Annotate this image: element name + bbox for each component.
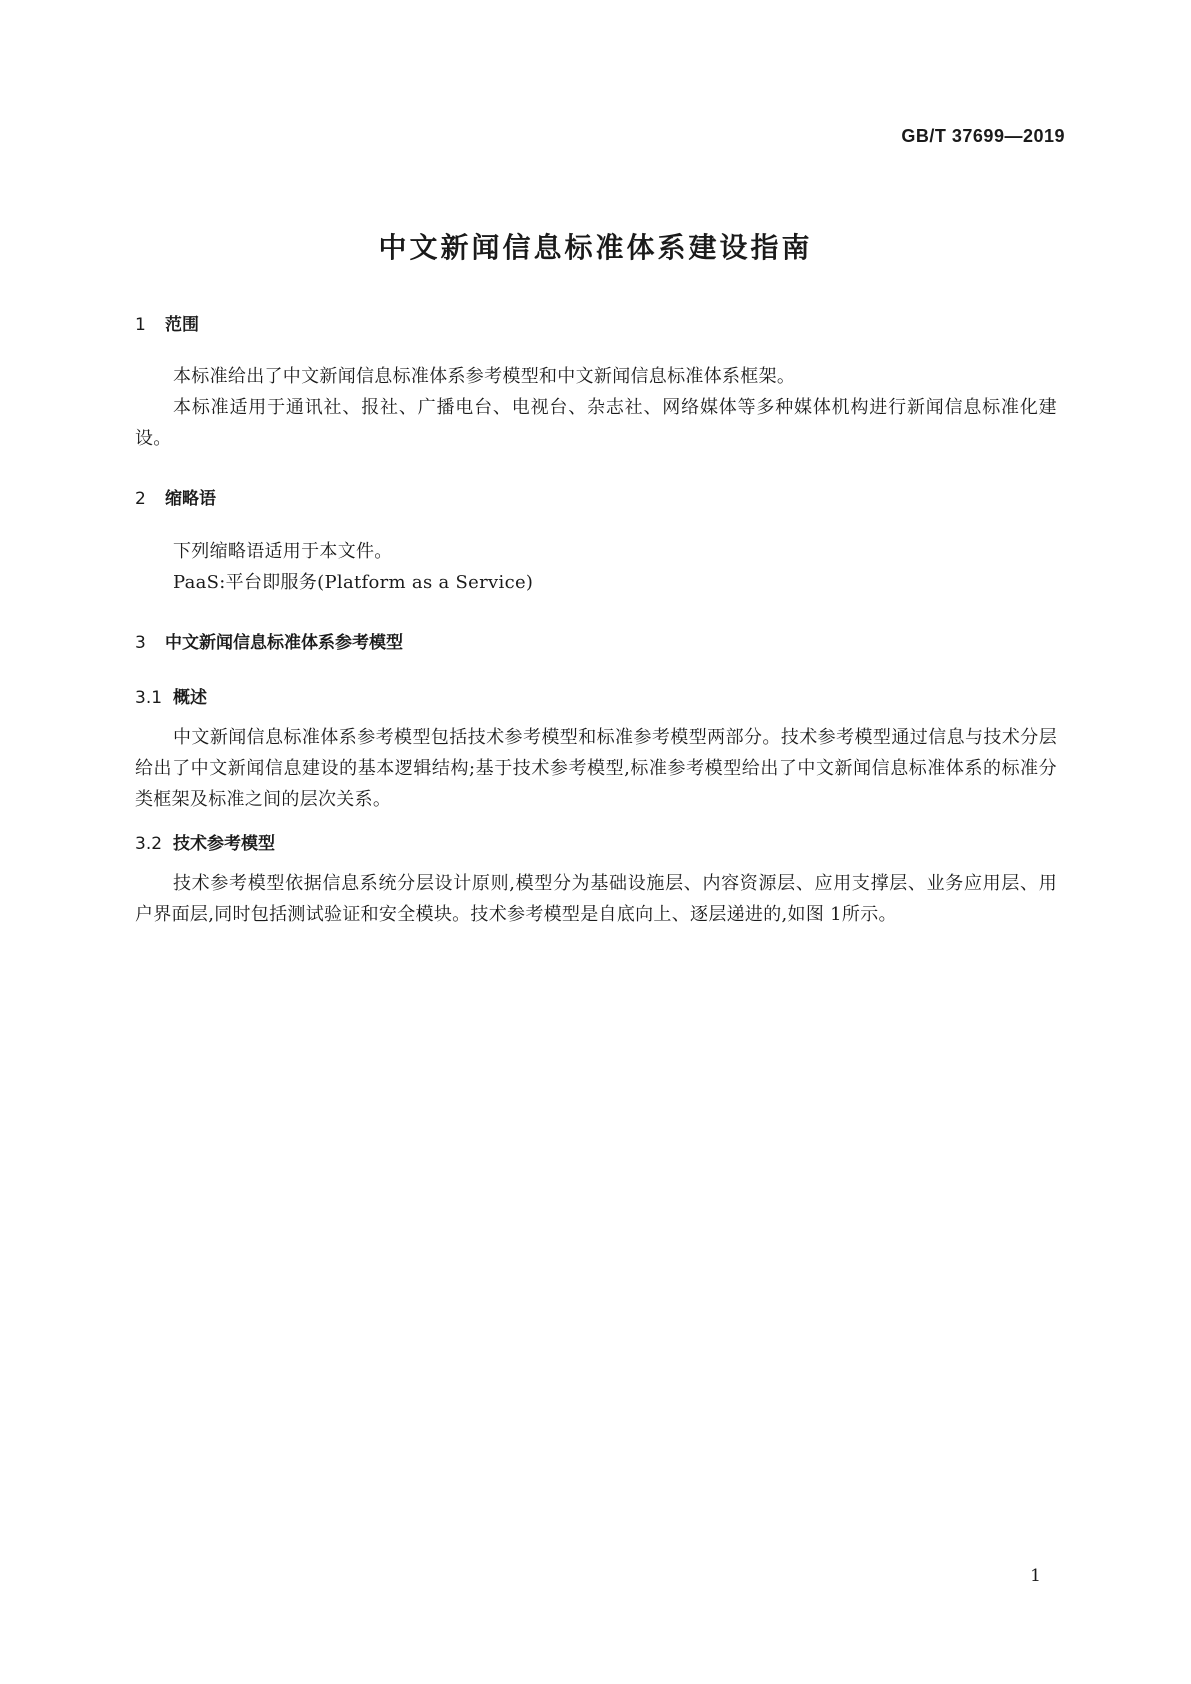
section-heading-3-2 [135, 829, 275, 854]
section-heading-1 [135, 310, 199, 335]
paragraph: 本标准适用于通讯社、报社、广播电台、电视台、杂志社、网络媒体等多种媒体机构进行新闻信息标准化建设。 [135, 397, 1057, 449]
standard-code: GB/T 37699—2019 [901, 126, 1065, 146]
paragraph: 技术参考模型依据信息系统分层设计原则,模型分为基础设施层、内容资源层、应用支撑层、业务应用层、用户界面层,同时包括测试验证和安全模块。技术参考模型是自底向上、逐层递进的,如图 1所示。 [135, 873, 1057, 925]
section-heading-3 [135, 628, 403, 653]
section-title: 概述 [173, 688, 207, 708]
paragraph: 本标准给出了中文新闻信息标准体系参考模型和中文新闻信息标准体系框架。 [173, 366, 796, 387]
page-number: 1 [1030, 1566, 1041, 1586]
section-heading-3-1 [135, 683, 207, 708]
document-title: 中文新闻信息标准体系建设指南 [378, 231, 813, 264]
section-number: 1 [135, 315, 146, 335]
section-title: 技术参考模型 [173, 834, 275, 854]
section-number: 3 [135, 633, 146, 653]
paragraph: 下列缩略语适用于本文件。 [173, 541, 393, 562]
section-title: 缩略语 [165, 489, 216, 509]
paragraph: PaaS:平台即服务(Platform as a Service) [173, 572, 534, 593]
section-number: 3.2 [135, 834, 163, 854]
section-title: 范围 [165, 315, 199, 335]
section-heading-2 [135, 484, 216, 509]
paragraph: 中文新闻信息标准体系参考模型包括技术参考模型和标准参考模型两部分。技术参考模型通过信息与技术分层给出了中文新闻信息建设的基本逻辑结构;基于技术参考模型,标准参考模型给出了中文新闻信息标准体系的标准分类框架及标准之间的层次关系。 [135, 727, 1057, 810]
section-title: 中文新闻信息标准体系参考模型 [165, 633, 403, 653]
section-number: 2 [135, 489, 146, 509]
section-number: 3.1 [135, 688, 163, 708]
